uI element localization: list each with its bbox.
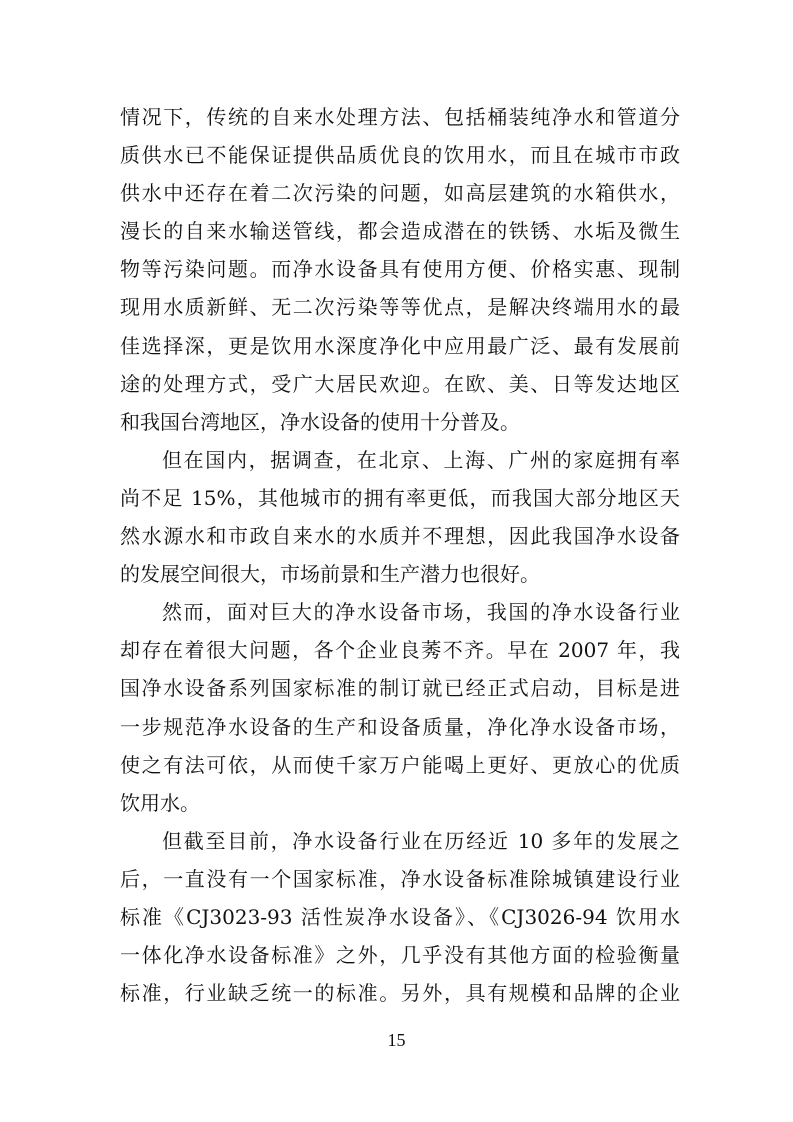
text-line: 却存在着很大问题，各个企业良莠不齐。早在 2007 年，我: [120, 638, 680, 663]
text-line: 然而，面对巨大的净水设备市场，我国的净水设备行业: [162, 600, 680, 625]
page-number: 15: [387, 1030, 406, 1050]
text-line: 然水源水和市政自来水的水质并不理想，因此我国净水设备: [120, 524, 680, 549]
text-line: 标准《CJ3023-93 活性炭净水设备》、《CJ3026-94 饮用水: [120, 904, 680, 929]
text-line: 现用水质新鲜、无二次污染等等优点，是解决终端用水的最: [120, 295, 680, 320]
text-line: 使之有法可依，从而使千家万户能喝上更好、更放心的优质: [120, 752, 680, 777]
text-line: 标准，行业缺乏统一的标准。另外，具有规模和品牌的企业: [120, 981, 680, 1006]
text-line: 但在国内，据调查，在北京、上海、广州的家庭拥有率: [162, 447, 680, 472]
text-line: 佳选择深，更是饮用水深度净化中应用最广泛、最有发展前: [120, 333, 680, 358]
text-line: 后，一直没有一个国家标准，净水设备标准除城镇建设行业: [120, 866, 680, 891]
text-line: 供水中还存在着二次污染的问题，如高层建筑的水箱供水，: [120, 181, 680, 206]
text-line: 物等污染问题。而净水设备具有使用方便、价格实惠、现制: [120, 257, 680, 282]
body-text: [120, 98, 680, 1012]
text-line: 途的处理方式，受广大居民欢迎。在欧、美、日等发达地区: [120, 371, 680, 396]
text-line: 质供水已不能保证提供品质优良的饮用水，而且在城市市政: [120, 143, 680, 168]
text-line: 的发展空间很大，市场前景和生产潜力也很好。: [120, 562, 540, 587]
text-line: 漫长的自来水输送管线，都会造成潜在的铁锈、水垢及微生: [120, 219, 680, 244]
text-line: 和我国台湾地区，净水设备的使用十分普及。: [120, 409, 520, 434]
text-line: 情况下，传统的自来水处理方法、包括桶装纯净水和管道分: [120, 105, 680, 129]
text-line: 饮用水。: [120, 790, 200, 815]
text-line: 一体化净水设备标准》之外，几乎没有其他方面的检验衡量: [120, 943, 680, 968]
text-line: 但截至目前，净水设备行业在历经近 10 多年的发展之: [162, 828, 680, 853]
text-line: 一步规范净水设备的生产和设备质量，净化净水设备市场，: [120, 714, 680, 739]
text-line: 国净水设备系列国家标准的制订就已经正式启动，目标是进: [120, 676, 680, 701]
text-line: 尚不足 15%，其他城市的拥有率更低，而我国大部分地区天: [120, 485, 680, 510]
